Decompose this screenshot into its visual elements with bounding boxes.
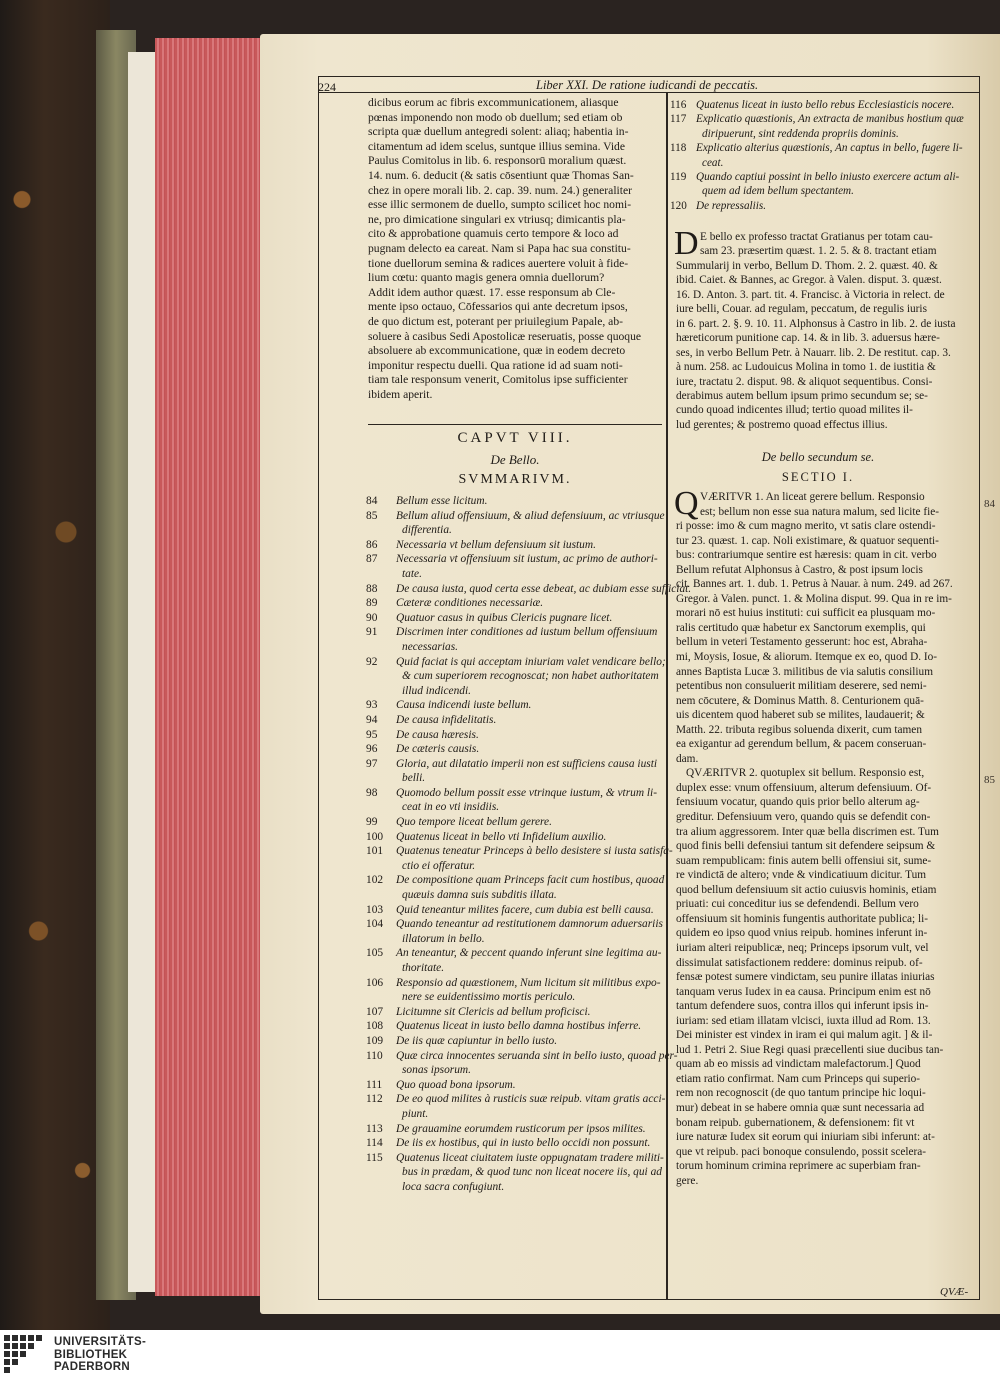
right-intro-paragraph — [674, 225, 964, 432]
text-line: est; bellum non esse sua natura malum, sed licite fie- — [700, 505, 940, 518]
text-line: dam. — [676, 752, 699, 765]
marbled-cover-board — [0, 0, 110, 1330]
summary-item — [366, 1005, 666, 1020]
text-line: 16. D. Anton. 3. part. tit. 4. Francisc. à Victoria in relect. de — [676, 288, 945, 301]
text-line: pugnam delecto ea careat. Nam si Papa hac sua constitu- — [368, 241, 631, 255]
summary-number: 90 — [366, 611, 378, 624]
summary-number: 114 — [366, 1137, 383, 1150]
text-line: cito & approbatione quamuis certo tempore & loco ad — [368, 227, 619, 241]
summary-text-line: De iis ex hostibus, qui in iusto bello occidi non possunt. — [396, 1137, 651, 1150]
summary-text — [396, 873, 666, 902]
summary-text-line: Quatenus liceat ciuitatem iuste oppugnatam tradere militi- — [396, 1151, 664, 1164]
summary-text — [396, 1034, 666, 1049]
text-line: VÆRITVR 1. An liceat gerere bellum. Responsio — [700, 491, 925, 503]
summary-item — [366, 698, 666, 713]
text-line: torum hominum crimina reprimere ac superbiam fran- — [676, 1160, 921, 1173]
summary-text-line: ceat. — [702, 156, 724, 169]
text-line: esse illic sermonem de duello, sumpto scilicet hoc nomi- — [368, 198, 632, 212]
text-line: Bellum refutat Alphonsus à Castro, & post ipsum locis — [676, 563, 923, 576]
summary-item — [670, 141, 966, 170]
summary-item — [670, 98, 966, 112]
summary-number: 95 — [366, 728, 378, 741]
summary-item — [366, 611, 666, 626]
text-line: pœnas imponendo non modo ob duellum; sed etiam ob — [368, 110, 623, 124]
summary-number: 99 — [366, 816, 378, 829]
summary-text — [396, 582, 691, 597]
text-line: morari nō est huius instituti: cui sufficit ea plusquam mo- — [676, 607, 936, 620]
text-line: cit. Bannes art. 1. dub. 1. Petrus à Nauar. à num. 249. ad 267. — [676, 578, 953, 591]
summary-item — [366, 742, 666, 757]
summary-item — [366, 844, 673, 873]
summary-item — [366, 713, 666, 728]
summary-text — [696, 98, 966, 112]
text-line: gere. — [676, 1174, 699, 1187]
summary-item — [366, 552, 666, 581]
summary-text — [396, 1049, 678, 1078]
summary-text-line: necessarias. — [402, 640, 458, 653]
summary-number: 103 — [366, 903, 384, 916]
summary-text — [396, 1019, 666, 1034]
summary-item — [670, 112, 966, 141]
summary-item — [366, 655, 666, 699]
summary-text-line: Quatuor casus in quibus Clericis pugnare licet. — [396, 611, 613, 624]
summary-text — [396, 509, 666, 538]
text-line: fensæ potest sumere vindictam, seu punire illatas iniurias — [676, 971, 935, 984]
summary-text — [396, 596, 666, 611]
summary-number: 84 — [366, 495, 378, 507]
summary-text-line: Quid teneantur milites facere, cum dubia est belli causa. — [396, 903, 654, 916]
summary-text — [396, 1092, 666, 1121]
text-line: ibid. Caiet. & Bannes, ac Gregor. à Valen. disput. 3. quæst. — [676, 274, 942, 287]
summary-item — [366, 873, 666, 902]
chapter-rule — [368, 424, 662, 425]
summary-text-line: Cæteræ conditiones necessariæ. — [396, 597, 544, 610]
summary-text-line: Explicatio alterius quæstionis, An captus in bello, fugere li- — [696, 142, 963, 155]
text-line: bellum in veteri Testamento gesserunt: hoc est, Abraha- — [676, 636, 928, 649]
text-line: rem non recognoscit (de quo tantum principe hic loqui- — [676, 1087, 926, 1100]
text-line: uis dicentem quod haberet sub se milites, laudauerit; & — [676, 709, 925, 722]
text-line: ses, in verbo Bellum Petr. à Nauarr. lib. 2. De restitut. cap. 3. — [676, 346, 951, 359]
text-line: bus: contrariumque sentire est hæresis: quam in cit. verbo — [676, 549, 937, 562]
text-line: ri posse: imo & cum magno merito, vt satis clare ostendi- — [676, 520, 936, 533]
drop-cap-q: Q — [674, 485, 699, 522]
text-line: Summularij in verbo, Bellum D. Thom. 2. 2. quæst. 40. & — [676, 259, 938, 272]
summary-text — [396, 625, 666, 654]
summary-number: 96 — [366, 743, 378, 756]
summary-text-line: An teneantur, & peccent quando inferunt sine legitima au- — [396, 947, 662, 960]
summary-text-line: ceat in eo vti insidiis. — [402, 801, 500, 814]
text-line: scripta quæ duellum antegredi solent: aliaq; habentia in- — [368, 125, 629, 139]
summary-text-line: Quatenus liceat in iusto bello rebus Ecclesiasticis nocere. — [696, 99, 955, 111]
text-line: tiam tale responsum venerit, Comitolus ipse sufficienter — [368, 373, 628, 387]
text-line: absoluere ab excommunicatione, quæ in eodem decreto — [368, 344, 626, 358]
summary-text-line: Quo quoad bona ipsorum. — [396, 1078, 516, 1091]
text-line: iure naturæ Iudex sit eorum qui iniuriam sibi inferunt: at- — [676, 1131, 935, 1144]
text-line: 14. num. 6. deducit (& satis cōsentiunt quæ Thomas San- — [368, 168, 634, 182]
summary-item — [366, 757, 666, 786]
text-line: ralis certitudo quæ habetur ex Sanctorum exemplis, qui — [676, 621, 926, 634]
text-line: de quo dictum est, poterant per priuilegium Papale, ab- — [368, 314, 623, 328]
summary-number: 92 — [366, 655, 378, 668]
text-line: fensiuum vocatur, quando quis prior bello alterum ag- — [676, 796, 920, 809]
summary-number: 85 — [366, 509, 378, 522]
summary-number: 119 — [670, 171, 687, 184]
summary-text — [396, 786, 666, 815]
summary-number: 112 — [366, 1093, 383, 1106]
text-line: priuati: cui conceditur ius se defendendi. Bellum vero — [676, 898, 919, 911]
summary-text — [396, 815, 666, 830]
summary-text — [396, 844, 673, 873]
summary-text — [696, 199, 966, 213]
summary-text-line: Licitumne sit Clericis ad bellum proficisci. — [396, 1005, 591, 1018]
summary-item — [366, 1049, 678, 1078]
summary-item — [366, 786, 666, 815]
summary-item — [366, 976, 666, 1005]
summary-item — [366, 625, 666, 654]
text-line: etiam ratio confirmat. Nam cum Princeps qui superio- — [676, 1072, 921, 1085]
text-line: dissimulat satisfactionem reddere: dominus reipub. of- — [676, 956, 923, 969]
summary-number: 107 — [366, 1005, 384, 1018]
summary-text-line: Quæ circa innocentes seruanda sint in bello iusto, quoad per- — [396, 1049, 678, 1062]
text-line: ea exigantur ad gerendum bellum, & pacem conseruan- — [676, 738, 927, 751]
summary-number: 94 — [366, 713, 378, 726]
page-number: 224 — [318, 80, 336, 94]
library-name-line: PADERBORN — [54, 1361, 130, 1373]
summary-text-line: bus in prædam, & quod tunc non liceat nocere iis, qui ad — [402, 1166, 662, 1179]
summary-text-line: illatorum in bello. — [402, 932, 485, 945]
summary-text — [396, 552, 666, 581]
summary-number: 111 — [366, 1078, 383, 1091]
summary-item — [366, 1078, 666, 1093]
summary-text — [696, 112, 966, 141]
summary-text-line: De eo quod milites à rusticis suæ reipub. vitam gratis acci- — [396, 1093, 666, 1106]
summary-item — [366, 728, 666, 743]
summary-text-line: De causa iusta, quod certa esse debeat, ac dubiam esse sufficiat. — [396, 582, 692, 595]
summary-text-line: Quando captiui possint in bello iniusto exercere actum ali- — [696, 171, 960, 184]
summary-text-line: Quatenus liceat in iusto bello damna hostibus inferre. — [396, 1020, 642, 1033]
text-line: tanquam verus Iudex in ea causa. Principum enim est nō — [676, 985, 931, 998]
red-page-edges — [155, 38, 265, 1296]
summary-number: 93 — [366, 699, 378, 712]
text-line: iuriam: sed etiam illatam vlcisci, iuxta illud ad Rom. 13. — [676, 1014, 931, 1027]
summary-text-line: quæuis damna suis subditis illata. — [402, 889, 557, 902]
text-line: Matth. 22. tributa regibus soluenda dixerit, cum tamen — [676, 723, 922, 736]
summary-item — [366, 1034, 666, 1049]
text-line: duplex esse: vnum offensiuum, alterum defensiuum. Of- — [676, 781, 932, 794]
summary-item — [366, 917, 666, 946]
text-line: quod finis belli defensiui tantum sit defendere seipsum & — [676, 840, 936, 853]
summary-text-line: diripuerunt, sint reddenda propriis dominis. — [702, 127, 899, 140]
text-line: Gregor. à Valen. punct. 1. & Molina disput. 99. Qua in re im- — [676, 592, 952, 605]
summary-text-line: loca sacra confugiunt. — [402, 1180, 505, 1193]
summary-text-line: ctio ei offeratur. — [402, 859, 476, 872]
text-line: iuriam alteri reipublicæ, neq; Princeps ipsorum vult, vel — [676, 941, 929, 954]
summary-item — [366, 596, 666, 611]
text-line: sam 23. præsertim quæst. 1. 2. 5. & 8. tractant etiam — [700, 245, 937, 258]
footer-bar — [0, 1330, 1000, 1381]
text-line: derabimus autem bellum ipsum primo secundum se; se- — [676, 389, 928, 402]
left-top-paragraph — [368, 96, 662, 402]
summary-text — [396, 713, 666, 728]
text-line: Addit idem author quæst. 17. esse responsum ab Cle- — [368, 285, 616, 299]
text-line: tantum defendere suos, contra illos qui inferunt ipsis in- — [676, 1000, 929, 1013]
summary-item — [366, 946, 666, 975]
summary-text-line: Causa indicendi iuste bellum. — [396, 699, 532, 712]
summary-number: 87 — [366, 553, 378, 566]
summary-number: 98 — [366, 786, 378, 799]
summary-text-line: tate. — [402, 567, 422, 580]
text-line: soluere à casibus Sedi Apostolicæ reseruatis, posse quoque — [368, 329, 642, 343]
summary-text-line: thoritate. — [402, 962, 445, 974]
text-line: suam rempublicam: finis autem belli offensiui sit, sume- — [676, 854, 932, 867]
summary-number: 116 — [670, 99, 687, 111]
text-line: quod bellum defensiuum sit actio cuiusvis hominis, etiam — [676, 883, 937, 896]
summary-text-line: Explicatio quæstionis, An extracta de manibus hostium quæ — [696, 113, 964, 126]
summary-text-line: Gloria, aut dilatatio imperii non est sufficiens causa iusti — [396, 757, 658, 770]
text-line: QVÆRITVR 2. quotuplex sit bellum. Responsio est, — [686, 767, 925, 780]
summary-text — [396, 1005, 666, 1020]
text-line: quam ab eo missis ad vindictam malefactorum.] Quod — [676, 1058, 921, 1071]
text-line: hæreticorum punitione cap. 14. & in lib. 3. aduersus hære- — [676, 332, 940, 345]
summary-number: 106 — [366, 976, 384, 989]
text-line: mi, Moysis, Iosue, & aliorum. Itemque ex eo, quod D. Io- — [676, 651, 938, 664]
drop-cap-d: D — [674, 225, 699, 262]
text-line: offensiuum sit hominis fungentis authoritate publica; li- — [676, 912, 929, 925]
summary-text-line: & cum superiorem recognoscat; non habet authoritatem — [402, 670, 659, 683]
summary-number: 120 — [670, 199, 687, 212]
running-head: Liber XXI. De ratione iudicandi de peccatis. — [536, 78, 759, 92]
summary-text-line: Necessaria vt offensiuum sit iustum, ac primo de authori- — [396, 553, 658, 566]
summary-item — [366, 1092, 666, 1121]
text-line: lud gerentes; & postremo quoad effectus illius. — [676, 418, 888, 431]
summary-text-line: Bellum esse licitum. — [396, 495, 488, 507]
summary-text — [396, 538, 666, 553]
summary-text-line: Responsio ad quæstionem, Num licitum sit militibus expo- — [396, 976, 661, 989]
text-line: mente ipso octauo, Cōfessarios qui ante decretum ipsos, — [368, 300, 628, 314]
summary-text-line: De grauamine eorumdem rusticorum per ipsos milites. — [396, 1122, 646, 1135]
summary-text — [396, 728, 666, 743]
summary-text-line: quem ad idem bellum spectantem. — [702, 185, 854, 198]
text-line: tra alium aggressorem. Inter quæ bella discrimen est. Tum — [676, 825, 939, 838]
summary-number: 117 — [670, 113, 687, 126]
summary-text-line: nere se euidentissimo mortis periculo. — [402, 991, 576, 1004]
text-line: greditur. Defensiuum vero, quando quis se defendit con- — [676, 811, 931, 824]
summary-text — [396, 611, 666, 626]
summary-number: 100 — [366, 830, 384, 843]
summary-text — [396, 698, 666, 713]
library-name-line: UNIVERSITÄTS- — [54, 1336, 147, 1348]
text-line: E bello ex professo tractat Gratianus per totam cau- — [700, 231, 933, 243]
summary-text — [396, 1136, 666, 1151]
summary-item — [366, 494, 666, 509]
margin-number: 85 — [984, 774, 995, 786]
chapter-title: CAPVT VIII. — [457, 430, 573, 446]
summary-text-line: Discrimen inter conditiones ad iustum bellum offensiuum — [396, 626, 658, 639]
summary-item — [366, 538, 666, 553]
summary-item — [366, 582, 692, 597]
catchword: QVÆ- — [940, 1286, 969, 1298]
right-body-paragraph — [674, 485, 964, 1188]
summary-number: 105 — [366, 947, 384, 960]
section-label: SECTIO I. — [781, 470, 855, 484]
summary-title: SVMMARIVM. — [458, 472, 572, 487]
summary-number: 91 — [366, 626, 378, 639]
text-line: cundo quoad indicentes illud; tertio quoad milites il- — [676, 404, 913, 417]
summary-number: 104 — [366, 918, 384, 931]
text-line: Dei minister est vindex in iram ei qui malum agit. ] & il- — [676, 1029, 933, 1042]
text-line: quidem eo ipso quod vnius reipub. homines inferunt in- — [676, 927, 928, 940]
text-line: lud 1. Petri 2. Siue Regi quasi præcellenti siue ducibus tan- — [676, 1043, 944, 1056]
margin-number: 84 — [984, 498, 995, 510]
text-line: dicibus eorum ac fibris excommunicationem, aliasque — [368, 96, 619, 109]
column-divider — [666, 92, 668, 1300]
summary-item — [366, 1122, 666, 1137]
summary-text — [396, 494, 666, 509]
summary-text-line: De causa infidelitatis. — [396, 713, 497, 726]
summary-text-line: Quomodo bellum possit esse vtrinque iustum, & vtrum li- — [396, 786, 658, 799]
summary-text-line: belli. — [402, 772, 426, 785]
summary-text-line: De cæteris causis. — [396, 743, 480, 756]
summary-text — [396, 976, 666, 1005]
summary-text-line: differentia. — [402, 524, 452, 537]
text-line: iure, tractatu 2. disput. 98. & aliquot sequentibus. Consi- — [676, 375, 933, 388]
summary-text-line: sonas ipsorum. — [402, 1064, 471, 1077]
summary-number: 110 — [366, 1049, 383, 1062]
summary-number: 109 — [366, 1034, 384, 1047]
text-line: iure belli, Couar. ad regulam, peccatum, de regulis iuris — [676, 303, 927, 316]
summary-text — [396, 757, 666, 786]
summary-item — [366, 1151, 666, 1195]
summary-number: 88 — [366, 582, 378, 595]
summary-item — [366, 815, 666, 830]
summary-item — [670, 199, 966, 213]
library-name — [54, 1336, 146, 1374]
text-line: lium cœtu: quanto magis genera omnia duellorum? — [368, 271, 605, 285]
summary-number: 108 — [366, 1020, 384, 1033]
summary-list-right — [670, 98, 966, 213]
summary-text-line: Bellum aliud offensiuum, & aliud defensiuum, ac vtriusque — [396, 509, 665, 522]
text-line: ibidem aperit. — [368, 387, 433, 401]
chapter-subtitle: De Bello. — [490, 452, 540, 467]
summary-text-line: Quando teneantur ad restitutionem damnorum aduersariis — [396, 918, 663, 931]
text-line: tur 23. quæst. 1. cap. Noli existimare, & quatuor sequenti- — [676, 534, 939, 547]
left-column-text — [368, 96, 662, 402]
summary-text — [396, 742, 666, 757]
summary-text-line: De compositione quam Princeps facit cum hostibus, quoad — [396, 874, 665, 887]
summary-text-line: Quatenus liceat in bello vti Infidelium auxilio. — [396, 830, 607, 843]
summary-text — [396, 903, 666, 918]
text-line: à num. 258. ac Ludouicus Molina in tomo 1. de iustitia & — [676, 361, 936, 374]
summary-item — [366, 509, 666, 538]
summary-text-line: Quo tempore liceat bellum gerere. — [396, 816, 552, 829]
text-line: re vindictā de altero; vnde & vindicatiuum dicitur. Tum — [676, 869, 927, 882]
text-line: in 6. part. 2. §. 9. 10. 11. Alphonsus à Castro in lib. 2. de iusta — [676, 317, 956, 330]
summary-text-line: De repressaliis. — [696, 199, 767, 212]
summary-text — [396, 946, 666, 975]
summary-text-line: Quid faciat is qui acceptam iniuriam valet vendicare bello; — [396, 655, 666, 668]
text-line: imponitur respectu duelli. Qua ratione id ad suam noti- — [368, 358, 623, 372]
text-line: que vt reipub. paci bonoque consulendo, possit scelera- — [676, 1145, 927, 1158]
text-line: chez in opere morali lib. 2. cap. 39. num. 24.) generaliter — [368, 183, 632, 197]
summary-text — [396, 830, 666, 845]
summary-text-line: Necessaria vt bellum defensiuum sit iustum. — [396, 538, 596, 551]
summary-text — [696, 170, 966, 199]
summary-text-line: De iis quæ capiuntur in bello iusto. — [396, 1034, 558, 1047]
summary-number: 89 — [366, 597, 378, 610]
summary-text — [396, 655, 666, 699]
text-line: tione duellorum semina & radices auertere voluit à fide- — [368, 256, 629, 270]
summary-number: 101 — [366, 845, 384, 858]
summary-number: 115 — [366, 1151, 383, 1164]
summary-text-line: Quatenus teneatur Princeps à bello desistere si iusta satisfa- — [396, 845, 673, 858]
bleed-through-stamp — [178, 415, 268, 655]
text-line: petentibus non consuluerit militiam deserere, sed nemi- — [676, 680, 927, 693]
summary-text-line: illud indicendi. — [402, 684, 471, 697]
library-name-line: BIBLIOTHEK — [54, 1348, 128, 1361]
text-line: nem cōcutere, & Dominus Matth. 8. Centurionem quā- — [676, 694, 924, 707]
summary-item — [366, 1019, 666, 1034]
section-heading: De bello secundum se. — [761, 450, 875, 464]
summary-item — [366, 830, 666, 845]
summary-text — [396, 1122, 666, 1137]
summary-number: 118 — [670, 142, 687, 155]
summary-text-line: piunt. — [402, 1107, 429, 1120]
text-line: annes Baptista Lucæ 3. militibus de via salutis consilium — [676, 665, 933, 678]
summary-item — [366, 903, 666, 918]
summary-text — [396, 917, 666, 946]
text-line: Paulus Comitolus in lib. 6. responsorū moralium quæst. — [368, 154, 627, 168]
text-line: ne, pro dimicatione singulari ex vtriusq; dimicantis pla- — [368, 212, 626, 226]
library-logo-icon — [0, 1330, 48, 1381]
summary-text-line: De causa hæresis. — [396, 728, 479, 741]
summary-number: 102 — [366, 874, 384, 887]
summary-number: 113 — [366, 1122, 383, 1135]
summary-text — [696, 141, 966, 170]
summary-list-left — [366, 494, 692, 1195]
text-line: citamentum ad idem scelus, suntque illius semina. Vide — [368, 139, 626, 153]
summary-item — [366, 1136, 666, 1151]
summary-number: 86 — [366, 538, 378, 551]
summary-number: 97 — [366, 757, 378, 770]
summary-text — [396, 1078, 666, 1093]
summary-item — [670, 170, 966, 199]
summary-text — [396, 1151, 666, 1195]
text-line: bonam reipub. gubernationem, & defensionem: fit vt — [676, 1116, 915, 1129]
text-line: mur) debeat in se habere omnia quæ sunt necessaria ad — [676, 1101, 925, 1114]
